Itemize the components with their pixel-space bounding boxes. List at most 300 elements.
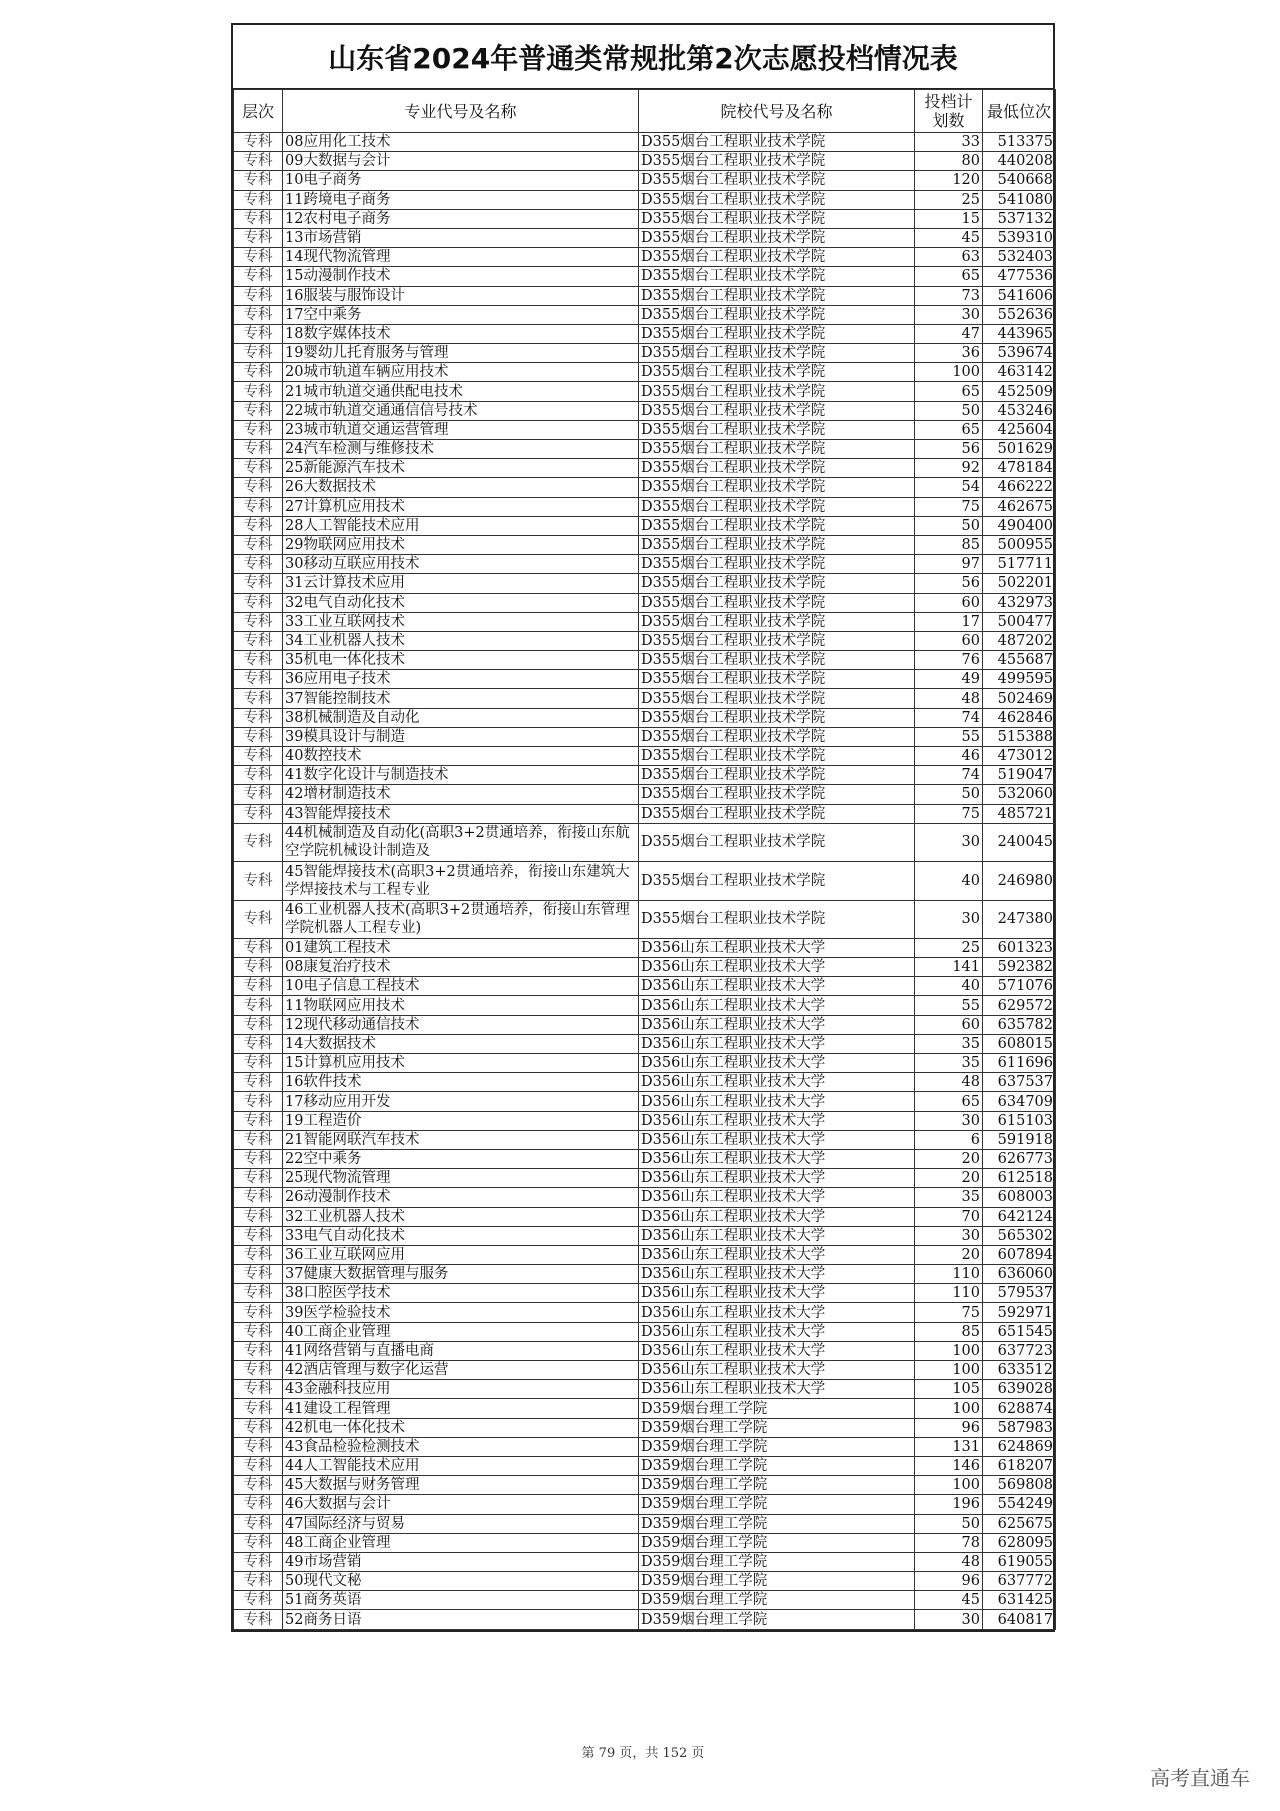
cell-plan: 110 <box>915 1265 983 1284</box>
cell-school: D356山东工程职业技术大学 <box>639 1322 915 1341</box>
cell-rank: 500477 <box>983 612 1056 631</box>
cell-level: 专科 <box>234 631 283 650</box>
cell-major: 35机电一体化技术 <box>283 651 639 670</box>
cell-school: D355烟台工程职业技术学院 <box>639 689 915 708</box>
cell-rank: 541080 <box>983 190 1056 209</box>
cell-plan: 76 <box>915 651 983 670</box>
table-row <box>234 228 1056 247</box>
cell-rank: 608015 <box>983 1034 1056 1053</box>
cell-rank: 615103 <box>983 1111 1056 1130</box>
table-row <box>234 823 1056 861</box>
cell-school: D356山东工程职业技术大学 <box>639 977 915 996</box>
cell-level: 专科 <box>234 612 283 631</box>
cell-plan: 100 <box>915 1361 983 1380</box>
cell-rank: 455687 <box>983 651 1056 670</box>
cell-major: 11跨境电子商务 <box>283 190 639 209</box>
cell-school: D356山东工程职业技术大学 <box>639 996 915 1015</box>
table-row <box>234 440 1056 459</box>
cell-school: D355烟台工程职业技术学院 <box>639 612 915 631</box>
cell-school: D355烟台工程职业技术学院 <box>639 190 915 209</box>
table-row <box>234 1015 1056 1034</box>
cell-plan: 65 <box>915 267 983 286</box>
cell-level: 专科 <box>234 478 283 497</box>
cell-level: 专科 <box>234 1111 283 1130</box>
table-row <box>234 1130 1056 1149</box>
cell-school: D356山东工程职业技术大学 <box>639 1361 915 1380</box>
cell-school: D356山东工程职业技术大学 <box>639 1207 915 1226</box>
cell-major: 39模具设计与制造 <box>283 727 639 746</box>
cell-level: 专科 <box>234 1303 283 1322</box>
cell-major: 50现代文秘 <box>283 1572 639 1591</box>
table-row <box>234 631 1056 650</box>
cell-school: D359烟台理工学院 <box>639 1514 915 1533</box>
table-row <box>234 862 1056 900</box>
cell-major: 41数字化设计与制造技术 <box>283 766 639 785</box>
cell-plan: 131 <box>915 1437 983 1456</box>
cell-plan: 63 <box>915 248 983 267</box>
table-row <box>234 248 1056 267</box>
cell-school: D355烟台工程职业技术学院 <box>639 440 915 459</box>
cell-rank: 519047 <box>983 766 1056 785</box>
cell-level: 专科 <box>234 1130 283 1149</box>
cell-major: 47国际经济与贸易 <box>283 1514 639 1533</box>
cell-major: 42酒店管理与数字化运营 <box>283 1361 639 1380</box>
table-row <box>234 190 1056 209</box>
cell-level: 专科 <box>234 593 283 612</box>
cell-rank: 515388 <box>983 727 1056 746</box>
cell-major: 24汽车检测与维修技术 <box>283 440 639 459</box>
table-row <box>234 1572 1056 1591</box>
table-row <box>234 1245 1056 1264</box>
cell-rank: 639028 <box>983 1380 1056 1399</box>
cell-plan: 196 <box>915 1495 983 1514</box>
cell-major: 12现代移动通信技术 <box>283 1015 639 1034</box>
cell-level: 专科 <box>234 1437 283 1456</box>
cell-school: D355烟台工程职业技术学院 <box>639 593 915 612</box>
cell-level: 专科 <box>234 1226 283 1245</box>
cell-rank: 502469 <box>983 689 1056 708</box>
cell-major: 26动漫制作技术 <box>283 1188 639 1207</box>
cell-plan: 55 <box>915 727 983 746</box>
header-level: 层次 <box>234 90 283 133</box>
cell-rank: 611696 <box>983 1054 1056 1073</box>
cell-rank: 499595 <box>983 670 1056 689</box>
cell-rank: 537132 <box>983 209 1056 228</box>
table-row <box>234 1380 1056 1399</box>
cell-major: 19婴幼儿托育服务与管理 <box>283 344 639 363</box>
cell-level: 专科 <box>234 363 283 382</box>
cell-rank: 592382 <box>983 958 1056 977</box>
cell-level: 专科 <box>234 900 283 938</box>
cell-major: 32电气自动化技术 <box>283 593 639 612</box>
cell-school: D359烟台理工学院 <box>639 1572 915 1591</box>
cell-level: 专科 <box>234 1284 283 1303</box>
cell-rank: 440208 <box>983 152 1056 171</box>
cell-rank: 246980 <box>983 862 1056 900</box>
table-row <box>234 1514 1056 1533</box>
cell-plan: 25 <box>915 938 983 957</box>
cell-level: 专科 <box>234 1149 283 1168</box>
cell-level: 专科 <box>234 190 283 209</box>
cell-level: 专科 <box>234 1399 283 1418</box>
cell-level: 专科 <box>234 133 283 152</box>
cell-rank: 554249 <box>983 1495 1056 1514</box>
cell-school: D355烟台工程职业技术学院 <box>639 535 915 554</box>
cell-level: 专科 <box>234 228 283 247</box>
cell-level: 专科 <box>234 1341 283 1360</box>
cell-level: 专科 <box>234 516 283 535</box>
cell-school: D356山东工程职业技术大学 <box>639 1245 915 1264</box>
cell-major: 09大数据与会计 <box>283 152 639 171</box>
cell-rank: 532403 <box>983 248 1056 267</box>
cell-major: 49市场营销 <box>283 1552 639 1571</box>
cell-level: 专科 <box>234 171 283 190</box>
cell-school: D355烟台工程职业技术学院 <box>639 133 915 152</box>
cell-major: 45大数据与财务管理 <box>283 1476 639 1495</box>
cell-level: 专科 <box>234 574 283 593</box>
cell-school: D355烟台工程职业技术学院 <box>639 420 915 439</box>
cell-school: D359烟台理工学院 <box>639 1418 915 1437</box>
cell-school: D355烟台工程职业技术学院 <box>639 305 915 324</box>
cell-rank: 592971 <box>983 1303 1056 1322</box>
cell-major: 40工商企业管理 <box>283 1322 639 1341</box>
cell-rank: 487202 <box>983 631 1056 650</box>
cell-major: 32工业机器人技术 <box>283 1207 639 1226</box>
cell-school: D356山东工程职业技术大学 <box>639 1015 915 1034</box>
table-row <box>234 785 1056 804</box>
table-row <box>234 1361 1056 1380</box>
cell-plan: 100 <box>915 1341 983 1360</box>
cell-school: D355烟台工程职业技术学院 <box>639 555 915 574</box>
cell-plan: 75 <box>915 497 983 516</box>
table-row <box>234 1073 1056 1092</box>
cell-rank: 432973 <box>983 593 1056 612</box>
cell-level: 专科 <box>234 1361 283 1380</box>
cell-plan: 45 <box>915 1591 983 1610</box>
cell-school: D356山东工程职业技术大学 <box>639 1130 915 1149</box>
cell-school: D356山东工程职业技术大学 <box>639 1034 915 1053</box>
cell-school: D355烟台工程职业技术学院 <box>639 152 915 171</box>
cell-rank: 532060 <box>983 785 1056 804</box>
cell-major: 08应用化工技术 <box>283 133 639 152</box>
cell-rank: 640817 <box>983 1610 1056 1629</box>
cell-plan: 74 <box>915 766 983 785</box>
cell-level: 专科 <box>234 1265 283 1284</box>
table-row <box>234 1092 1056 1111</box>
cell-level: 专科 <box>234 1533 283 1552</box>
cell-major: 14现代物流管理 <box>283 248 639 267</box>
cell-major: 44人工智能技术应用 <box>283 1456 639 1475</box>
table-row <box>234 478 1056 497</box>
cell-plan: 75 <box>915 804 983 823</box>
cell-plan: 20 <box>915 1149 983 1168</box>
cell-plan: 70 <box>915 1207 983 1226</box>
table-row <box>234 708 1056 727</box>
cell-level: 专科 <box>234 344 283 363</box>
cell-major: 51商务英语 <box>283 1591 639 1610</box>
header-school: 院校代号及名称 <box>639 90 915 133</box>
cell-level: 专科 <box>234 1610 283 1629</box>
cell-major: 46工业机器人技术(高职3+2贯通培养，衔接山东管理学院机器人工程专业) <box>283 900 639 938</box>
cell-rank: 462846 <box>983 708 1056 727</box>
cell-rank: 579537 <box>983 1284 1056 1303</box>
cell-plan: 6 <box>915 1130 983 1149</box>
table-row <box>234 670 1056 689</box>
cell-level: 专科 <box>234 305 283 324</box>
cell-level: 专科 <box>234 958 283 977</box>
cell-major: 38口腔医学技术 <box>283 1284 639 1303</box>
cell-major: 46大数据与会计 <box>283 1495 639 1514</box>
cell-school: D355烟台工程职业技术学院 <box>639 862 915 900</box>
cell-plan: 96 <box>915 1572 983 1591</box>
table-row <box>234 209 1056 228</box>
cell-school: D359烟台理工学院 <box>639 1495 915 1514</box>
cell-plan: 36 <box>915 344 983 363</box>
header-rank: 最低位次 <box>983 90 1056 133</box>
cell-major: 10电子商务 <box>283 171 639 190</box>
cell-plan: 73 <box>915 286 983 305</box>
cell-major: 25新能源汽车技术 <box>283 459 639 478</box>
cell-school: D356山东工程职业技术大学 <box>639 1380 915 1399</box>
cell-school: D356山东工程职业技术大学 <box>639 958 915 977</box>
cell-plan: 30 <box>915 1226 983 1245</box>
cell-major: 30移动互联应用技术 <box>283 555 639 574</box>
cell-plan: 100 <box>915 1399 983 1418</box>
cell-rank: 607894 <box>983 1245 1056 1264</box>
cell-rank: 587983 <box>983 1418 1056 1437</box>
table-row <box>234 324 1056 343</box>
cell-level: 专科 <box>234 497 283 516</box>
cell-major: 44机械制造及自动化(高职3+2贯通培养，衔接山东航空学院机械设计制造及 <box>283 823 639 861</box>
cell-major: 38机械制造及自动化 <box>283 708 639 727</box>
cell-plan: 40 <box>915 977 983 996</box>
cell-school: D356山东工程职业技术大学 <box>639 1303 915 1322</box>
cell-major: 33电气自动化技术 <box>283 1226 639 1245</box>
cell-level: 专科 <box>234 267 283 286</box>
table-row <box>234 555 1056 574</box>
cell-level: 专科 <box>234 977 283 996</box>
table-row <box>234 516 1056 535</box>
cell-major: 01建筑工程技术 <box>283 938 639 957</box>
cell-rank: 618207 <box>983 1456 1056 1475</box>
cell-level: 专科 <box>234 1073 283 1092</box>
cell-plan: 47 <box>915 324 983 343</box>
cell-major: 15计算机应用技术 <box>283 1054 639 1073</box>
cell-level: 专科 <box>234 1591 283 1610</box>
table-row <box>234 1341 1056 1360</box>
page-title: 山东省2024年普通类常规批第2次志愿投档情况表 <box>233 25 1053 89</box>
cell-rank: 425604 <box>983 420 1056 439</box>
cell-level: 专科 <box>234 1092 283 1111</box>
cell-school: D355烟台工程职业技术学院 <box>639 747 915 766</box>
cell-level: 专科 <box>234 938 283 957</box>
cell-major: 13市场营销 <box>283 228 639 247</box>
table-row <box>234 1322 1056 1341</box>
admission-table-sheet <box>231 23 1055 1632</box>
cell-level: 专科 <box>234 708 283 727</box>
cell-major: 37智能控制技术 <box>283 689 639 708</box>
cell-level: 专科 <box>234 747 283 766</box>
cell-major: 17移动应用开发 <box>283 1092 639 1111</box>
cell-school: D355烟台工程职业技术学院 <box>639 401 915 420</box>
cell-major: 20城市轨道车辆应用技术 <box>283 363 639 382</box>
cell-plan: 65 <box>915 1092 983 1111</box>
cell-major: 39医学检验技术 <box>283 1303 639 1322</box>
watermark: 高考直通车 <box>1150 1766 1250 1790</box>
cell-school: D355烟台工程职业技术学院 <box>639 171 915 190</box>
table-row <box>234 382 1056 401</box>
table-row <box>234 593 1056 612</box>
cell-school: D356山东工程职业技术大学 <box>639 1284 915 1303</box>
cell-plan: 75 <box>915 1303 983 1322</box>
cell-major: 43智能焊接技术 <box>283 804 639 823</box>
cell-rank: 452509 <box>983 382 1056 401</box>
cell-plan: 110 <box>915 1284 983 1303</box>
cell-plan: 35 <box>915 1188 983 1207</box>
table-row <box>234 363 1056 382</box>
table-row <box>234 1054 1056 1073</box>
cell-rank: 500955 <box>983 535 1056 554</box>
table-row <box>234 766 1056 785</box>
cell-rank: 651545 <box>983 1322 1056 1341</box>
cell-rank: 634709 <box>983 1092 1056 1111</box>
cell-rank: 625675 <box>983 1514 1056 1533</box>
cell-plan: 30 <box>915 1111 983 1130</box>
cell-rank: 631425 <box>983 1591 1056 1610</box>
cell-school: D356山东工程职业技术大学 <box>639 1149 915 1168</box>
cell-rank: 608003 <box>983 1188 1056 1207</box>
cell-plan: 30 <box>915 305 983 324</box>
header-plan: 投档计划数 <box>915 90 983 133</box>
cell-major: 16服装与服饰设计 <box>283 286 639 305</box>
cell-school: D355烟台工程职业技术学院 <box>639 209 915 228</box>
cell-school: D355烟台工程职业技术学院 <box>639 708 915 727</box>
cell-plan: 60 <box>915 1015 983 1034</box>
cell-school: D356山东工程职业技术大学 <box>639 1092 915 1111</box>
cell-plan: 85 <box>915 535 983 554</box>
cell-rank: 539674 <box>983 344 1056 363</box>
cell-level: 专科 <box>234 1514 283 1533</box>
table-row <box>234 727 1056 746</box>
table-row <box>234 1437 1056 1456</box>
cell-level: 专科 <box>234 1495 283 1514</box>
table-row <box>234 152 1056 171</box>
cell-major: 10电子信息工程技术 <box>283 977 639 996</box>
cell-school: D359烟台理工学院 <box>639 1552 915 1571</box>
table-row <box>234 420 1056 439</box>
cell-plan: 20 <box>915 1245 983 1264</box>
cell-school: D355烟台工程职业技术学院 <box>639 459 915 478</box>
cell-level: 专科 <box>234 766 283 785</box>
table-row <box>234 1456 1056 1475</box>
cell-plan: 80 <box>915 152 983 171</box>
cell-school: D355烟台工程职业技术学院 <box>639 823 915 861</box>
cell-rank: 478184 <box>983 459 1056 478</box>
cell-school: D355烟台工程职业技术学院 <box>639 727 915 746</box>
cell-major: 22空中乘务 <box>283 1149 639 1168</box>
cell-rank: 462675 <box>983 497 1056 516</box>
cell-rank: 539310 <box>983 228 1056 247</box>
cell-plan: 48 <box>915 1552 983 1571</box>
cell-plan: 65 <box>915 420 983 439</box>
table-header-row <box>234 90 1056 133</box>
cell-plan: 141 <box>915 958 983 977</box>
cell-rank: 637772 <box>983 1572 1056 1591</box>
cell-level: 专科 <box>234 440 283 459</box>
cell-school: D359烟台理工学院 <box>639 1476 915 1495</box>
cell-rank: 626773 <box>983 1149 1056 1168</box>
cell-rank: 540668 <box>983 171 1056 190</box>
cell-school: D356山东工程职业技术大学 <box>639 1226 915 1245</box>
cell-rank: 591918 <box>983 1130 1056 1149</box>
cell-rank: 637537 <box>983 1073 1056 1092</box>
cell-major: 08康复治疗技术 <box>283 958 639 977</box>
cell-level: 专科 <box>234 1054 283 1073</box>
table-row <box>234 612 1056 631</box>
cell-rank: 443965 <box>983 324 1056 343</box>
cell-plan: 120 <box>915 171 983 190</box>
cell-major: 37健康大数据管理与服务 <box>283 1265 639 1284</box>
cell-level: 专科 <box>234 1034 283 1053</box>
cell-rank: 502201 <box>983 574 1056 593</box>
cell-major: 23城市轨道交通运营管理 <box>283 420 639 439</box>
cell-rank: 635782 <box>983 1015 1056 1034</box>
cell-rank: 247380 <box>983 900 1056 938</box>
cell-level: 专科 <box>234 382 283 401</box>
table-row <box>234 1149 1056 1168</box>
cell-level: 专科 <box>234 996 283 1015</box>
cell-school: D356山东工程职业技术大学 <box>639 938 915 957</box>
cell-level: 专科 <box>234 804 283 823</box>
cell-level: 专科 <box>234 535 283 554</box>
cell-rank: 629572 <box>983 996 1056 1015</box>
cell-major: 36应用电子技术 <box>283 670 639 689</box>
cell-major: 14大数据技术 <box>283 1034 639 1053</box>
cell-school: D355烟台工程职业技术学院 <box>639 286 915 305</box>
cell-plan: 50 <box>915 1514 983 1533</box>
cell-level: 专科 <box>234 286 283 305</box>
cell-rank: 473012 <box>983 747 1056 766</box>
table-row <box>234 938 1056 957</box>
table-row <box>234 747 1056 766</box>
cell-school: D355烟台工程职业技术学院 <box>639 651 915 670</box>
cell-school: D356山东工程职业技术大学 <box>639 1265 915 1284</box>
cell-plan: 92 <box>915 459 983 478</box>
table-row <box>234 286 1056 305</box>
cell-level: 专科 <box>234 1572 283 1591</box>
cell-plan: 49 <box>915 670 983 689</box>
cell-rank: 624869 <box>983 1437 1056 1456</box>
cell-major: 19工程造价 <box>283 1111 639 1130</box>
table-row <box>234 171 1056 190</box>
cell-level: 专科 <box>234 651 283 670</box>
table-row <box>234 1226 1056 1245</box>
table-row <box>234 689 1056 708</box>
cell-rank: 612518 <box>983 1169 1056 1188</box>
cell-major: 43食品检验检测技术 <box>283 1437 639 1456</box>
cell-rank: 636060 <box>983 1265 1056 1284</box>
cell-school: D356山东工程职业技术大学 <box>639 1111 915 1130</box>
cell-major: 43金融科技应用 <box>283 1380 639 1399</box>
page-number: 第 79 页，共 152 页 <box>581 1746 705 1761</box>
cell-plan: 48 <box>915 1073 983 1092</box>
cell-school: D355烟台工程职业技术学院 <box>639 900 915 938</box>
cell-level: 专科 <box>234 1245 283 1264</box>
cell-school: D355烟台工程职业技术学院 <box>639 478 915 497</box>
table-body <box>234 133 1056 1630</box>
cell-plan: 40 <box>915 862 983 900</box>
cell-level: 专科 <box>234 1169 283 1188</box>
